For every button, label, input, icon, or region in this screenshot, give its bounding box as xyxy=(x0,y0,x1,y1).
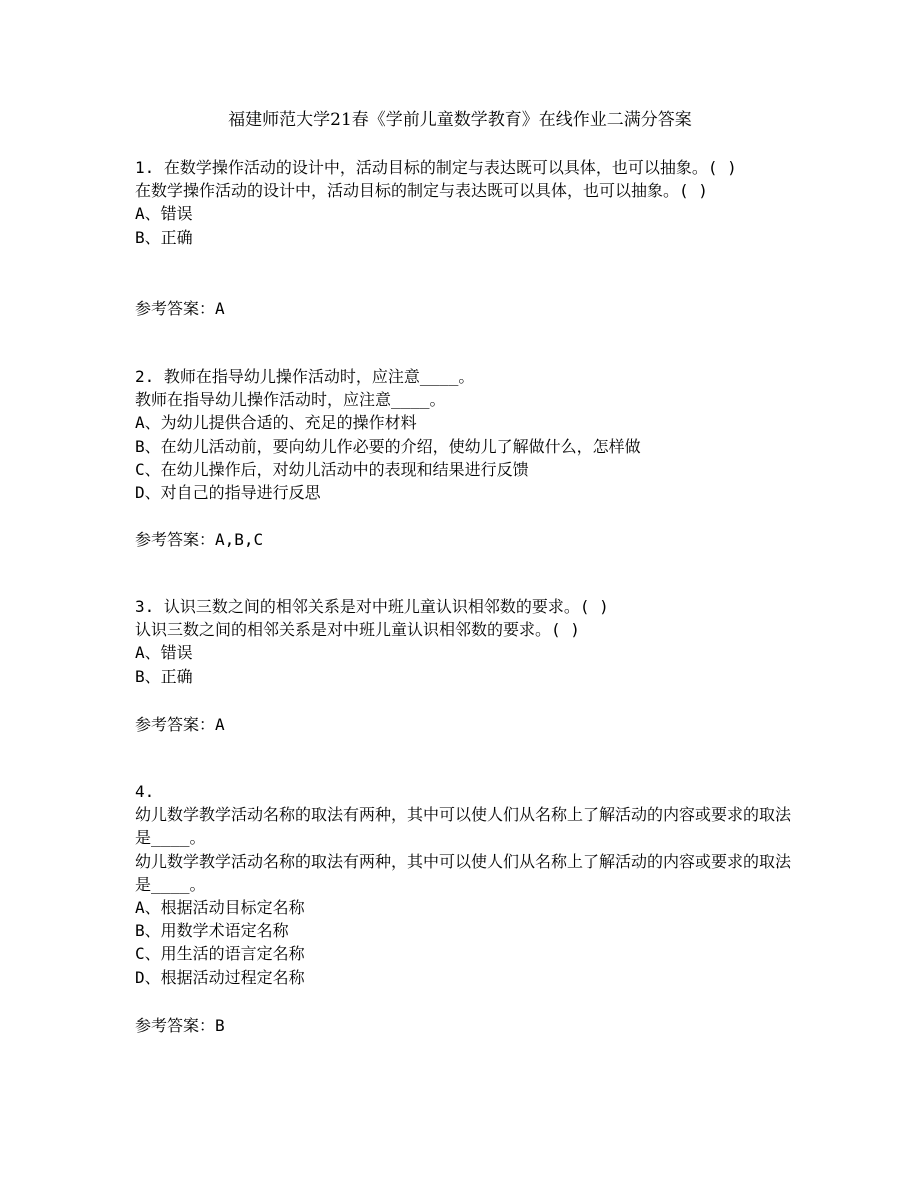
question-2-stem: 教师在指导幼儿操作活动时，应注意____。 xyxy=(135,390,446,410)
question-3-numbered-stem: 3. 认识三数之间的相邻关系是对中班儿童认识相邻数的要求。( ) xyxy=(135,597,609,616)
question-2-answer xyxy=(135,528,263,551)
answer-label: 参考答案： xyxy=(135,1016,216,1035)
question-2-numbered-stem: 2. 教师在指导幼儿操作活动时，应注意____。 xyxy=(135,367,475,386)
question-2-option-b: B、在幼儿活动前，要向幼儿作必要的介绍，使幼儿了解做什么，怎样做 xyxy=(135,436,641,456)
question-4-option-b: B、用数学术语定名称 xyxy=(135,921,289,941)
page-title: 福建师范大学21春《学前儿童数学教育》在线作业二满分答案 xyxy=(228,110,692,130)
question-4-option-d: D、根据活动过程定名称 xyxy=(135,967,305,987)
question-3-stem: 认识三数之间的相邻关系是对中班儿童认识相邻数的要求。( ) xyxy=(135,620,580,640)
answer-value: B xyxy=(215,1016,225,1035)
answer-value: A xyxy=(215,299,225,318)
answer-value: A,B,C xyxy=(215,530,264,549)
question-1 xyxy=(135,156,795,249)
question-4-numbered-stem: 幼儿数学教学活动名称的取法有两种，其中可以使人们从名称上了解活动的内容或要求的取法是____。 xyxy=(135,805,792,848)
question-2-option-c: C、在幼儿操作后，对幼儿活动中的表现和结果进行反馈 xyxy=(135,459,529,479)
question-3-option-b: B、正确 xyxy=(135,666,193,686)
question-1-option-b: B、正确 xyxy=(135,227,193,247)
question-1-answer xyxy=(135,297,225,320)
question-3-option-a: A、错误 xyxy=(135,643,193,663)
question-4-option-c: C、用生活的语言定名称 xyxy=(135,944,305,964)
question-4 xyxy=(135,780,795,989)
question-1-stem: 在数学操作活动的设计中，活动目标的制定与表达既可以具体，也可以抽象。( ) xyxy=(135,181,708,201)
answer-label: 参考答案： xyxy=(135,715,216,734)
answer-value: A xyxy=(215,715,225,734)
question-1-option-a: A、错误 xyxy=(135,204,193,224)
answer-label: 参考答案： xyxy=(135,299,216,318)
question-4-stem: 幼儿数学教学活动名称的取法有两种，其中可以使人们从名称上了解活动的内容或要求的取法是____。 xyxy=(135,851,792,894)
question-4-answer xyxy=(135,1014,225,1037)
question-4-number: 4. xyxy=(135,782,155,801)
question-1-numbered-stem: 1. 在数学操作活动的设计中，活动目标的制定与表达既可以具体，也可以抽象。( ) xyxy=(135,158,737,177)
answer-label: 参考答案： xyxy=(135,530,216,549)
question-3 xyxy=(135,595,795,688)
question-2-option-d: D、对自己的指导进行反思 xyxy=(135,483,321,503)
question-2-option-a: A、为幼儿提供合适的、充足的操作材料 xyxy=(135,413,417,433)
question-2 xyxy=(135,365,795,504)
question-4-option-a: A、根据活动目标定名称 xyxy=(135,898,305,918)
question-3-answer xyxy=(135,713,225,736)
